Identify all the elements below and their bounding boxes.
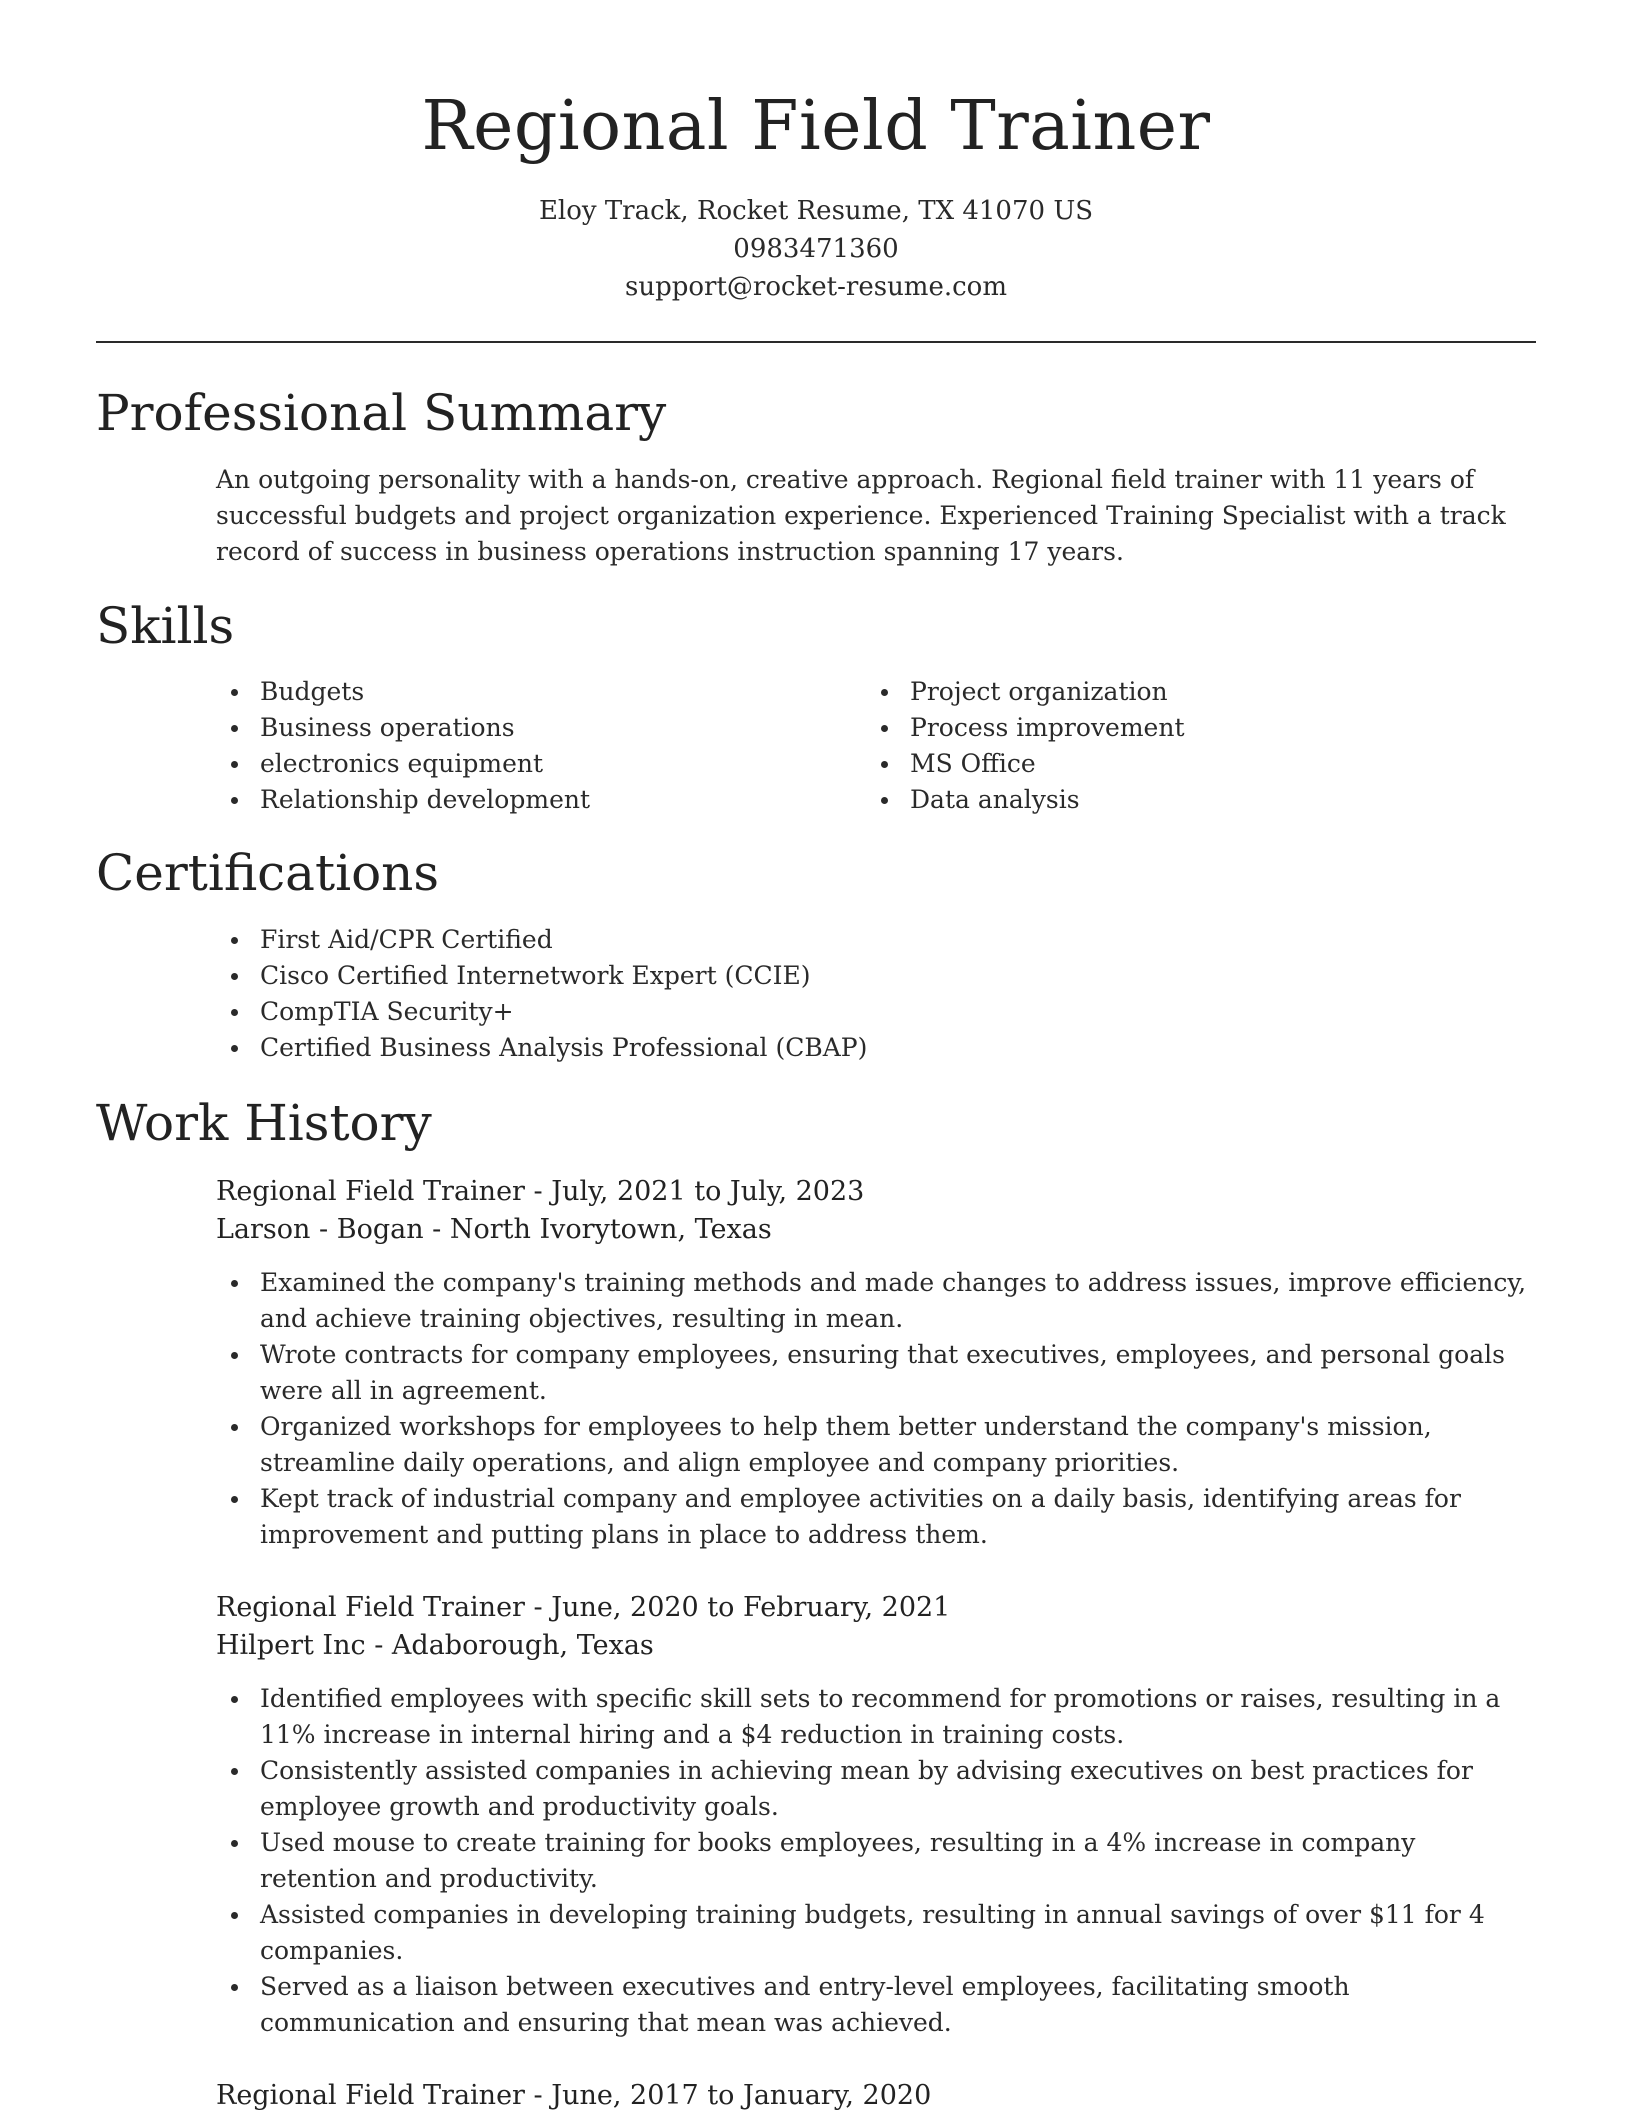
- job-dates: July, 2021 to July, 2023: [551, 1176, 865, 1207]
- certification-item: CompTIA Security+: [216, 994, 1536, 1030]
- job-bullet-list: [216, 1681, 1536, 2041]
- job-entry: [216, 2077, 1536, 2115]
- job-company-line: Larson - Bogan - North Ivorytown, Texas: [216, 1214, 772, 1245]
- skills-list-left: [216, 674, 856, 818]
- job-location: North Ivorytown, Texas: [449, 1214, 772, 1245]
- contact-email: support@rocket-resume.com: [624, 272, 1007, 302]
- job-bullet: Consistently assisted companies in achieving mean by advising executives on best practices for employee growth and productivity goals.: [216, 1753, 1536, 1825]
- job-bullet: Used mouse to create training for books employees, resulting in a 4% increase in company retention and productivity.: [216, 1825, 1536, 1897]
- job-dates: June, 2020 to February, 2021: [551, 1592, 951, 1623]
- job-bullet: Organized workshops for employees to help them better understand the company's mission, streamline daily operations, and align employee and company priorities.: [216, 1409, 1536, 1481]
- skills-heading: Skills: [96, 597, 235, 655]
- job-title: Regional Field Trainer: [216, 1176, 525, 1207]
- job-bullet-list: [216, 1265, 1536, 1553]
- skill-item: Process improvement: [866, 710, 1506, 746]
- contact-phone: 0983471360: [733, 234, 899, 264]
- job-entry: [216, 1589, 1536, 2041]
- certifications-list: [216, 922, 1536, 1066]
- certification-item: Cisco Certified Internetwork Expert (CCIE): [216, 958, 1536, 994]
- work-history-heading: Work History: [96, 1094, 432, 1152]
- skill-item: Relationship development: [216, 782, 856, 818]
- job-bullet: Wrote contracts for company employees, ensuring that executives, employees, and personal goals were all in agreement.: [216, 1337, 1536, 1409]
- job-company: Hilpert Inc: [216, 1630, 366, 1661]
- resume-header: [0, 0, 1632, 306]
- skill-item: Budgets: [216, 674, 856, 710]
- job-bullet: Identified employees with specific skill sets to recommend for promotions or raises, resulting in a 11% increase in internal hiring and a $4 reduction in training costs.: [216, 1681, 1536, 1753]
- skill-item: Data analysis: [866, 782, 1506, 818]
- summary-text: An outgoing personality with a hands-on, creative approach. Regional field trainer with 11 years of successful budgets and project organization experience. Experienced Training Specialist with a track record of success in business operations instruction spanning 17 years.: [216, 465, 1506, 566]
- candidate-name: Regional Field Trainer: [421, 87, 1211, 166]
- job-entry: [216, 1173, 1536, 1553]
- job-bullet: Served as a liaison between executives and entry-level employees, facilitating smooth communication and ensuring that mean was achieved.: [216, 1969, 1536, 2041]
- job-bullet: Kept track of industrial company and employee activities on a daily basis, identifying areas for improvement and putting plans in place to address them.: [216, 1481, 1536, 1553]
- job-title-line: Regional Field Trainer - June, 2017 to January, 2020: [216, 2080, 932, 2111]
- header-divider: [96, 341, 1536, 343]
- skill-item: Business operations: [216, 710, 856, 746]
- contact-block: [0, 192, 1632, 306]
- skill-item: MS Office: [866, 746, 1506, 782]
- job-company: Larson - Bogan: [216, 1214, 424, 1245]
- certification-item: First Aid/CPR Certified: [216, 922, 1536, 958]
- job-dates: June, 2017 to January, 2020: [551, 2080, 932, 2111]
- skills-list-right: [866, 674, 1506, 818]
- certification-item: Certified Business Analysis Professional (CBAP): [216, 1030, 1536, 1066]
- summary-heading: Professional Summary: [96, 384, 667, 442]
- contact-address: Eloy Track, Rocket Resume, TX 41070 US: [538, 196, 1094, 226]
- job-bullet: Examined the company's training methods and made changes to address issues, improve efficiency, and achieve training objectives, resulting in mean.: [216, 1265, 1536, 1337]
- job-title-line: Regional Field Trainer - June, 2020 to February, 2021: [216, 1592, 951, 1623]
- job-company-line: Hilpert Inc - Adaborough, Texas: [216, 1630, 654, 1661]
- job-bullet: Assisted companies in developing training budgets, resulting in annual savings of over $11 for 4 companies.: [216, 1897, 1536, 1969]
- job-location: Adaborough, Texas: [391, 1630, 654, 1661]
- job-title: Regional Field Trainer: [216, 1592, 525, 1623]
- certifications-heading: Certifications: [96, 844, 440, 902]
- job-title: Regional Field Trainer: [216, 2080, 525, 2111]
- job-title-line: Regional Field Trainer - July, 2021 to July, 2023: [216, 1176, 865, 1207]
- skill-item: Project organization: [866, 674, 1506, 710]
- skill-item: electronics equipment: [216, 746, 856, 782]
